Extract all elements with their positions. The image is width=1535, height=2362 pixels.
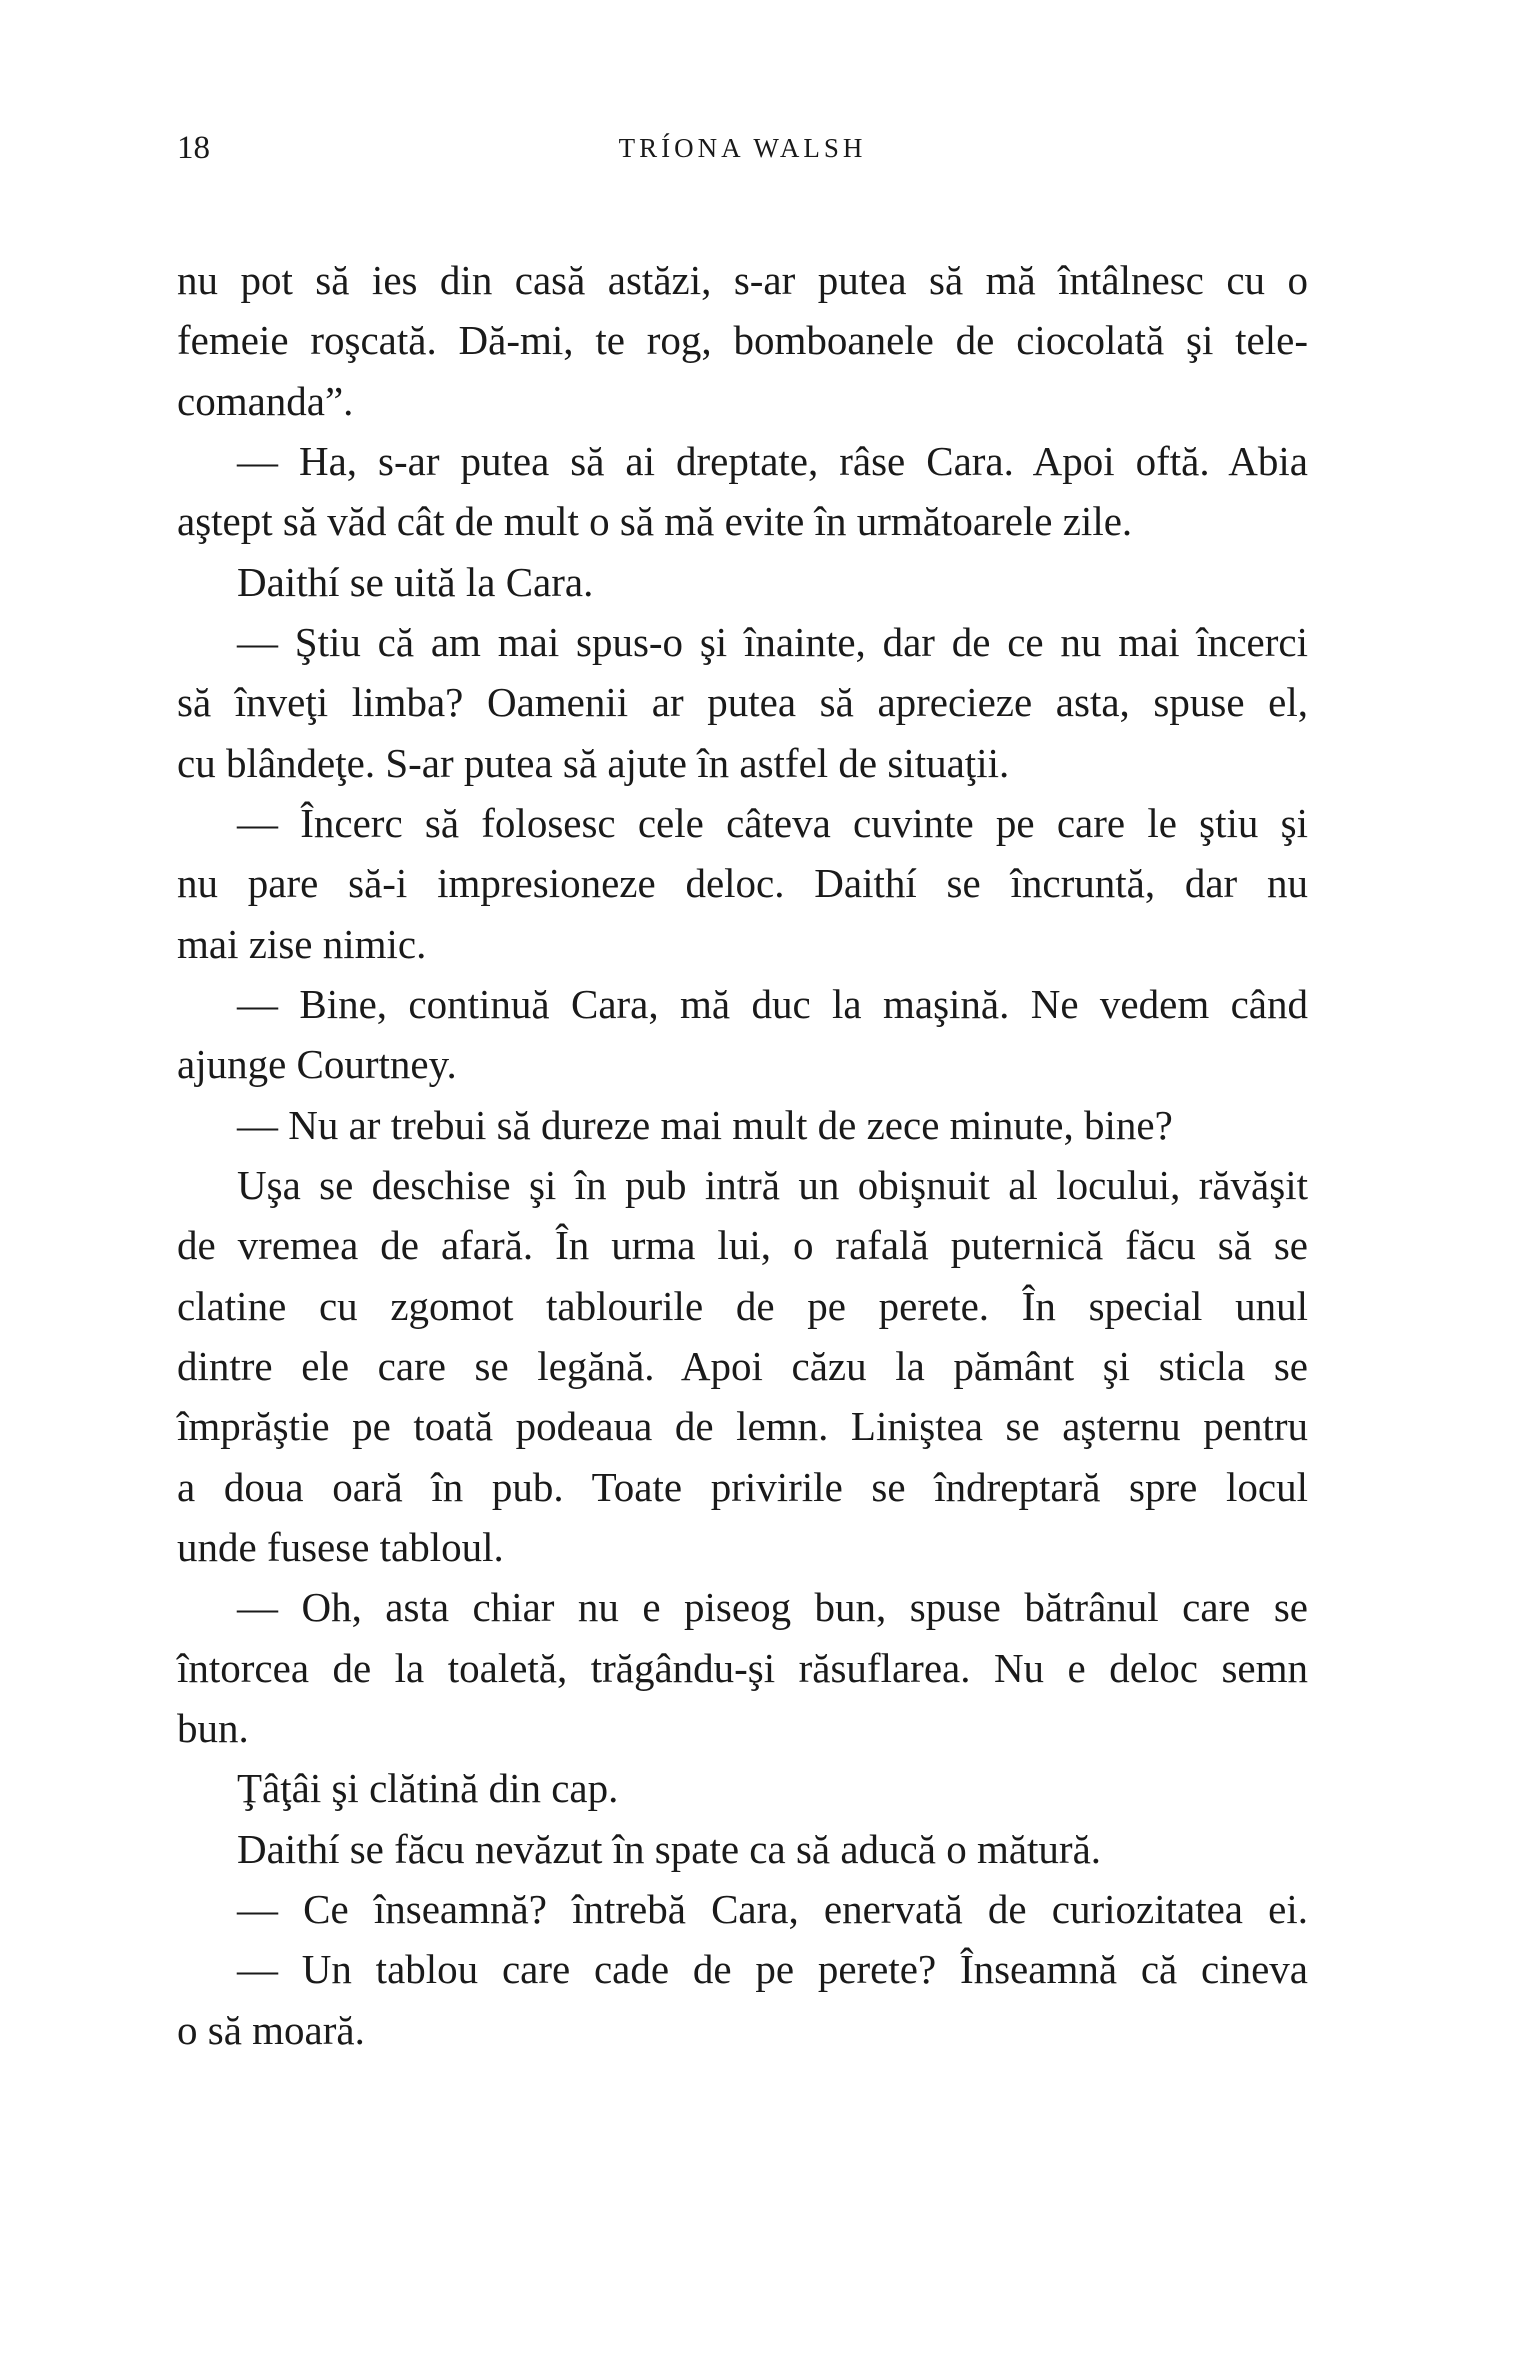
text-line: — Ce înseamnă? întrebă Cara, enervată de curiozitatea ei. — [237, 1885, 1308, 1932]
text-line: bun. — [177, 1704, 249, 1751]
text-line: mai zise nimic. — [177, 920, 427, 967]
text-line: clatine cu zgomot tablourile de pe perete. În special unul — [177, 1282, 1308, 1329]
text-line: să înveţi limba? Oamenii ar putea să aprecieze asta, spuse el, — [177, 679, 1308, 726]
text-line: — Oh, asta chiar nu e piseog bun, spuse bătrânul care se — [237, 1584, 1308, 1631]
text-line: comanda”. — [177, 377, 354, 424]
text-line: Daithí se uită la Cara. — [237, 558, 594, 605]
text-line: împrăştie pe toată podeaua de lemn. Liniştea se aşternu pentru — [177, 1403, 1308, 1450]
text-line: a doua oară în pub. Toate privirile se îndreptară spre locul — [177, 1463, 1308, 1510]
text-line: de vremea de afară. În urma lui, o rafală puternică făcu să se — [177, 1222, 1308, 1269]
running-title: TRÍONA WALSH — [618, 133, 867, 163]
text-line: aştept să văd cât de mult o să mă evite în următoarele zile. — [177, 498, 1133, 545]
text-line: Uşa se deschise şi în pub intră un obişnuit al locului, răvăşit — [237, 1161, 1308, 1208]
text-line: — Un tablou care cade de pe perete? Înseamnă că cineva — [237, 1946, 1308, 1993]
text-line: femeie roşcată. Dă-mi, te rog, bomboanele de ciocolată şi tele- — [177, 317, 1308, 364]
running-head — [177, 126, 1308, 170]
text-line: — Încerc să folosesc cele câteva cuvinte pe care le ştiu şi — [237, 799, 1308, 846]
page-number: 18 — [177, 130, 210, 166]
text-line: Ţâţâi şi clătină din cap. — [237, 1765, 619, 1812]
text-line: ajunge Courtney. — [177, 1041, 457, 1088]
text-line: o să moară. — [177, 2006, 365, 2053]
text-line: — Nu ar trebui să dureze mai mult de zece minute, bine? — [237, 1101, 1173, 1148]
text-line: întorcea de la toaletă, trăgându-şi răsuflarea. Nu e deloc semn — [177, 1644, 1308, 1691]
body-text — [177, 250, 1308, 2060]
text-line: Daithí se făcu nevăzut în spate ca să aducă o mătură. — [237, 1825, 1102, 1872]
text-line: unde fusese tabloul. — [177, 1523, 504, 1570]
text-line: nu pare să-i impresioneze deloc. Daithí se încruntă, dar nu — [177, 860, 1308, 907]
text-line: dintre ele care se legănă. Apoi căzu la pământ şi sticla se — [177, 1342, 1308, 1389]
text-line: — Ştiu că am mai spus-o şi înainte, dar de ce nu mai încerci — [237, 618, 1308, 665]
text-line: — Ha, s-ar putea să ai dreptate, râse Cara. Apoi oftă. Abia — [237, 437, 1308, 484]
text-line: — Bine, continuă Cara, mă duc la maşină. Ne vedem când — [237, 980, 1308, 1027]
text-line: nu pot să ies din casă astăzi, s-ar putea să mă întâlnesc cu o — [177, 257, 1308, 303]
text-line: cu blândeţe. S-ar putea să ajute în astfel de situaţii. — [177, 739, 1010, 786]
